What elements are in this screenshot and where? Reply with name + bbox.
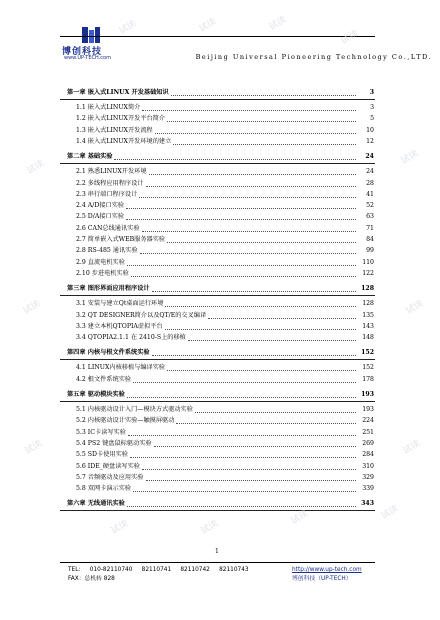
toc-chapter-row[interactable] <box>0 88 440 98</box>
toc-section-title: 5.1 内核驱动设计入门—模块方式驱动实验 <box>76 406 193 413</box>
footer-company-name: 博创科技（UP-TECH） <box>292 576 352 582</box>
toc-page-number: 143 <box>362 322 374 330</box>
toc-page-number: 24 <box>366 168 374 176</box>
toc-leader-dots <box>165 329 356 330</box>
toc-leader-dots <box>133 382 356 383</box>
toc-section-title: 2.3 串行端口程序设计 <box>76 190 138 198</box>
toc-leader-dots <box>208 318 356 319</box>
toc-page-number: 343 <box>361 500 374 508</box>
toc-page-number: 148 <box>362 334 374 342</box>
toc-section-row[interactable] <box>0 462 440 472</box>
toc-section-title: 3.4 QTOPIA2.1.1 在 2410-S上的移植 <box>76 334 186 342</box>
toc-leader-dots <box>149 174 356 175</box>
toc-page-number: 10 <box>366 126 374 134</box>
toc-chapter-rule <box>60 510 375 511</box>
toc-leader-dots <box>127 506 356 507</box>
toc-page-number: 24 <box>365 153 374 161</box>
toc-section-title: 2.5 D/A接口实验 <box>76 213 125 221</box>
toc-page-number: 135 <box>362 311 374 319</box>
toc-section-title: 5.2 内核驱动设计实验—触摸屏驱动 <box>76 417 175 425</box>
toc-chapter-title: 第二章 基础实验 <box>67 153 113 161</box>
toc-page-number: 128 <box>361 285 374 293</box>
toc-section-row[interactable] <box>0 224 440 234</box>
toc-section-title: 5.3 IC卡读写实验 <box>76 428 126 436</box>
toc-page-number: 284 <box>362 451 374 459</box>
toc-section-title: 2.4 A/D接口实验 <box>76 202 125 210</box>
logo-chinese-name: 博创科技 <box>62 47 103 57</box>
toc-leader-dots <box>167 370 356 371</box>
toc-section-row[interactable] <box>0 179 440 189</box>
toc-section-row[interactable] <box>0 484 440 494</box>
toc-leader-dots <box>114 159 356 160</box>
toc-section-row[interactable] <box>0 428 440 438</box>
toc-section-row[interactable] <box>0 114 440 124</box>
toc-chapter-row[interactable] <box>0 499 440 509</box>
toc-section-row[interactable] <box>0 201 440 211</box>
toc-section-title: 2.10 步进电机实验 <box>76 269 129 277</box>
toc-section-title: 2.8 RS-485 通讯实验 <box>76 247 138 255</box>
toc-leader-dots <box>142 110 356 111</box>
toc-leader-dots <box>126 219 356 220</box>
logo-website: www.UP-TECH.com <box>64 55 111 61</box>
toc-section-title: 1.3 嵌入式LINUX开发流程 <box>76 126 153 134</box>
toc-section-title: 2.2 多线程应用程序设计 <box>76 179 144 187</box>
toc-page-number: 329 <box>362 473 374 481</box>
toc-page-number: 3 <box>370 104 374 111</box>
toc-section-row[interactable] <box>0 311 440 321</box>
header-company-name: Beijing Universal Pioneering Technology Co.,LTD. <box>195 53 432 61</box>
toc-section-row[interactable] <box>0 103 440 113</box>
toc-section-row[interactable] <box>0 322 440 332</box>
toc-leader-dots <box>195 412 356 413</box>
toc-section-row[interactable] <box>0 405 440 415</box>
footer-right-block <box>292 566 362 584</box>
toc-leader-dots <box>173 144 356 145</box>
toc-chapter-row[interactable] <box>0 284 440 294</box>
toc-leader-dots <box>167 242 356 243</box>
toc-page-number: 224 <box>362 417 374 425</box>
toc-section-title: 2.9 直流电机实验 <box>76 258 125 266</box>
toc-leader-dots <box>133 491 356 492</box>
toc-page-number: 193 <box>361 391 374 398</box>
toc-section-row[interactable] <box>0 167 440 177</box>
toc-section-title: 5.8 双网卡演示实验 <box>76 485 132 493</box>
toc-chapter-title: 第四章 内核与根文件系统实验 <box>67 349 150 357</box>
watermark-text: 试读 <box>21 298 43 317</box>
footer-website-link[interactable]: http://www.up-tech.com <box>292 567 362 573</box>
toc-leader-dots <box>176 423 356 424</box>
toc-leader-dots <box>128 435 356 436</box>
toc-page-number: 41 <box>366 190 374 198</box>
toc-section-row[interactable] <box>0 126 440 136</box>
toc-leader-dots <box>130 457 356 458</box>
toc-section-title: 2.6 CAN总线通讯实验 <box>76 224 140 232</box>
toc-page-number: 178 <box>362 375 374 383</box>
toc-section-row[interactable] <box>0 246 440 256</box>
toc-chapter-title: 第六章 无线通讯实验 <box>67 500 125 508</box>
toc-section-title: 3.3 建立本机QTOPIA虚拟平台 <box>76 322 163 330</box>
toc-leader-dots <box>127 397 356 398</box>
watermark-text: 试读 <box>109 518 131 537</box>
toc-page-number: 310 <box>362 462 374 470</box>
toc-section-title: 1.2 嵌入式LINUX开发平台简介 <box>76 115 166 123</box>
toc-section-title: 5.5 SD卡使用实验 <box>76 451 128 459</box>
toc-leader-dots <box>142 231 356 232</box>
toc-page-number: 99 <box>366 247 374 255</box>
toc-leader-dots <box>154 446 356 447</box>
toc-page-number: 128 <box>362 300 374 308</box>
toc-page-number: 12 <box>366 137 374 145</box>
toc-section-row[interactable] <box>0 269 440 279</box>
toc-section-title: 4.2 根文件系统实验 <box>76 375 132 383</box>
toc-section-row[interactable] <box>0 137 440 147</box>
toc-section-row[interactable] <box>0 439 440 449</box>
toc-leader-dots <box>171 95 356 96</box>
toc-section-row[interactable] <box>0 375 440 385</box>
toc-page-number: 251 <box>362 428 374 436</box>
toc-page-number: 63 <box>366 213 374 221</box>
toc-chapter-row[interactable] <box>0 390 440 400</box>
toc-section-row[interactable] <box>0 212 440 222</box>
toc-leader-dots <box>152 355 356 356</box>
toc-leader-dots <box>146 480 356 481</box>
toc-section-title: 1.1 嵌入式LINUX简介 <box>76 104 141 111</box>
toc-chapter-rule <box>60 295 375 296</box>
toc-chapter-title: 第一章 嵌入式LINUX 开发基础知识 <box>67 89 169 96</box>
toc-section-title: 1.4 嵌入式LINUX开发环境的建立 <box>76 137 172 145</box>
toc-leader-dots <box>152 291 356 292</box>
toc-section-row[interactable] <box>0 333 440 343</box>
toc-chapter-rule <box>60 163 375 164</box>
page-number: 1 <box>215 548 219 555</box>
watermark-text: 试读 <box>23 438 45 457</box>
toc-section-title: 2.1 熟悉LINUX开发环境 <box>76 168 147 176</box>
toc-section-title: 2.7 简单嵌入式WEB服务器实验 <box>76 236 166 243</box>
toc-leader-dots <box>155 133 356 134</box>
watermark-text: 试读 <box>267 14 289 33</box>
toc-leader-dots <box>146 186 356 187</box>
toc-leader-dots <box>126 208 356 209</box>
toc-chapter-title: 第五章 驱动模块实验 <box>67 391 125 398</box>
toc-chapter-title: 第三章 图形界面应用程序设计 <box>67 285 150 293</box>
toc-chapter-row[interactable] <box>0 348 440 358</box>
toc-leader-dots <box>131 276 356 277</box>
footer-divider <box>60 562 375 563</box>
footer-contact: TEL： 010-82110740 82110741 82110742 82110743 FAX：总机转 828 <box>68 567 249 582</box>
toc-section-row[interactable] <box>0 473 440 483</box>
toc-leader-dots <box>140 253 356 254</box>
toc-leader-dots <box>188 340 356 341</box>
toc-page-number: 28 <box>366 179 374 187</box>
toc-section-row[interactable] <box>0 235 440 245</box>
toc-section-row[interactable] <box>0 258 440 268</box>
toc-section-title: 5.7 音频驱动及应用实验 <box>76 473 144 481</box>
toc-section-title: 3.2 QT DESIGNER简介以及QT/E的交叉编译 <box>76 311 207 319</box>
watermark-text: 试读 <box>199 518 221 537</box>
toc-chapter-rule <box>60 99 375 100</box>
watermark-text: 试读 <box>117 18 139 37</box>
toc-page-number: 193 <box>362 406 374 413</box>
toc-section-row[interactable] <box>0 363 440 373</box>
toc-leader-dots <box>165 306 356 307</box>
toc-page-number: 269 <box>362 439 374 447</box>
toc-section-row[interactable] <box>0 416 440 426</box>
toc-page-number: 110 <box>362 258 374 266</box>
watermark-text: 试读 <box>404 298 426 317</box>
toc-leader-dots <box>127 265 356 266</box>
watermark-text: 试读 <box>25 158 47 177</box>
toc-chapter-row[interactable] <box>0 152 440 162</box>
toc-page-number: 152 <box>362 364 374 372</box>
toc-leader-dots <box>139 197 356 198</box>
toc-section-title: 4.1 LINUX内核移植与编译实验 <box>76 364 166 372</box>
toc-section-row[interactable] <box>0 299 440 309</box>
toc-section-title: 5.6 IDE_硬盘读写实验 <box>76 462 140 470</box>
watermark-text: 试读 <box>289 508 311 527</box>
toc-section-row[interactable] <box>0 190 440 200</box>
toc-chapter-rule <box>60 401 375 402</box>
watermark-text: 试读 <box>399 148 421 167</box>
toc-section-row[interactable] <box>0 450 440 460</box>
toc-page-number: 71 <box>366 224 374 232</box>
watermark-text: 试读 <box>401 438 423 457</box>
toc-page-number: 52 <box>366 202 374 210</box>
toc-leader-dots <box>167 121 356 122</box>
watermark-text: 试读 <box>197 16 219 35</box>
toc-page-number: 339 <box>362 485 374 493</box>
watermark-text: 试读 <box>339 28 361 47</box>
toc-leader-dots <box>142 469 356 470</box>
watermark-text: 试读 <box>379 503 401 522</box>
toc-page-number: 84 <box>366 236 374 243</box>
toc-section-title: 3.1 安装与建立Qt桌面运行环境 <box>76 300 164 308</box>
toc-page-number: 3 <box>369 89 374 96</box>
toc-page-number: 122 <box>362 269 374 277</box>
toc-page-number: 5 <box>370 115 374 123</box>
toc-section-title: 5.4 PS2 键盘鼠标驱动实验 <box>76 439 152 447</box>
toc-chapter-rule <box>60 359 375 360</box>
toc-page-number: 152 <box>361 349 374 357</box>
